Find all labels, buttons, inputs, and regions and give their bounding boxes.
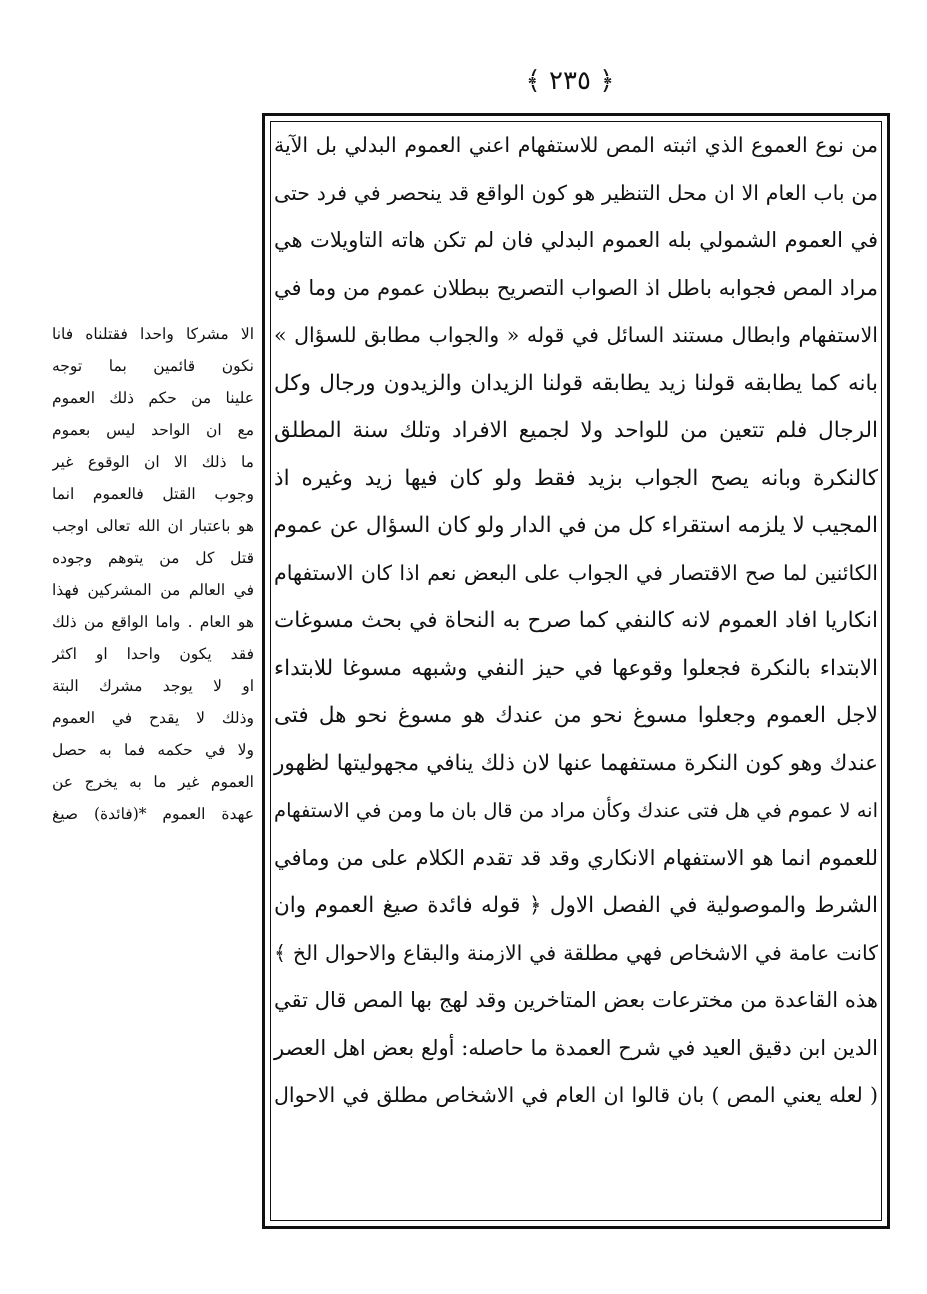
margin-note-block <box>52 318 254 830</box>
main-text-line: من باب العام الا ان محل التنظير هو كون الواقع قد ينحصر في فرد حتى <box>274 180 878 205</box>
margin-note-line: فقد يكون واحدا او اكثر <box>52 645 254 663</box>
main-text-line: الشرط والموصولية في الفصل الاول ﴿ قوله فائدة صيغ العموم وان <box>274 893 878 918</box>
main-text-line: انكاريا افاد العموم لانه كالنفي كما صرح به النحاة في بحث مسوغات <box>274 608 878 633</box>
main-text-block <box>270 122 882 1120</box>
main-text-line: كانت عامة في الاشخاص فهي مطلقة في الازمنة والبقاع والاحوال الخ ﴾ <box>274 940 878 965</box>
main-text-line: كالنكرة وبانه يصح الجواب بزيد فقط ولو كان فيها زيد وغيره اذ <box>274 465 878 491</box>
margin-note-line: هو باعتبار ان الله تعالى اوجب <box>52 517 254 535</box>
margin-note-line: نكون قائمين بما توجه <box>52 357 254 375</box>
margin-note-line: قتل كل من يتوهم وجوده <box>52 549 254 567</box>
margin-note-line: ولا في حكمه فما به حصل <box>52 741 254 759</box>
main-text-line: الرجال فلم تتعين من للواحد ولا لجميع الافراد وتلك سنة المطلق <box>274 418 878 443</box>
margin-note-line: وجوب القتل فالعموم انما <box>52 485 254 503</box>
main-text-line: مراد المص فجوابه باطل اذ الصواب التصريح ببطلان عموم من وما في <box>274 275 878 300</box>
main-text-line: لاجل العموم وجعلوا مسوغ نحو من عندك هو مسوغ نحو هل فتى <box>274 703 878 728</box>
margin-note-line: مع ان الواحد ليس بعموم <box>52 421 254 439</box>
main-text-line: عندك وهو كون النكرة مستفهما عنها لان ذلك ينافي مجهوليتها لظهور <box>274 750 878 776</box>
main-text-line: الابتداء بالنكرة فجعلوا وقوعها في حيز النفي وشبهه مسوغا للابتداء <box>274 655 878 681</box>
margin-note-line: عهدة العموم *(فائدة) صيغ <box>52 805 254 823</box>
margin-note-line: هو العام . واما الواقع من ذلك <box>52 613 254 631</box>
page-number: ﴿ ٢٣٥ ﴾ <box>525 66 615 96</box>
margin-note-line: الا مشركا واحدا فقتلناه فانا <box>52 325 254 343</box>
main-text-line: الكائنين لما صح الاقتصار في الجواب على البعض نعم اذا كان الاستفهام <box>274 560 878 585</box>
main-text-line: المجيب لا يلزمه استقراء كل من في الدار ولو كان السؤال عن عموم <box>273 513 878 538</box>
main-text-line: ( لعله يعني المص ) بان قالوا ان العام في الاشخاص مطلق في الاحوال <box>274 1083 878 1107</box>
margin-note-line: وذلك لا يقدح في العموم <box>52 709 254 727</box>
margin-note-line: او لا يوجد مشرك البتة <box>52 677 254 695</box>
main-text-line: في العموم الشمولي بله العموم البدلي فان لم تكن هاته التاويلات هي <box>274 228 878 252</box>
main-text-line: هذه القاعدة من مخترعات بعض المتاخرين وقد لهج بها المص قال تقي <box>274 988 878 1012</box>
main-text-line: للعموم انما هو الاستفهام الانكاري وقد قد تقدم الكلام على من ومافي <box>274 845 878 870</box>
margin-note-line: علينا من حكم ذلك العموم <box>52 389 254 407</box>
main-text-line: من نوع العموع الذي اثبته المص للاستفهام اعني العموم البدلي بل الآية <box>274 133 878 157</box>
main-text-line: الاستفهام وابطال مستند السائل في قوله « والجواب مطابق للسؤال » <box>274 323 878 347</box>
margin-note-line: العموم غير ما به يخرج عن <box>52 773 254 791</box>
main-text-line: انه لا عموم في هل فتى عندك وكأن مراد من قال بان ما ومن في الاستفهام <box>274 799 878 822</box>
main-text-line: بانه كما يطابقه قولنا زيد يطابقه قولنا الزيدان والزيدون ورجال وكل <box>274 370 878 396</box>
margin-note-line: ما ذلك الا ان الوقوع غير <box>52 453 254 471</box>
margin-note-line: في العالم من المشركين فهذا <box>52 581 254 599</box>
main-text-line: الدين ابن دقيق العيد في شرح العمدة ما حاصله: أولع بعض اهل العصر <box>274 1035 878 1060</box>
